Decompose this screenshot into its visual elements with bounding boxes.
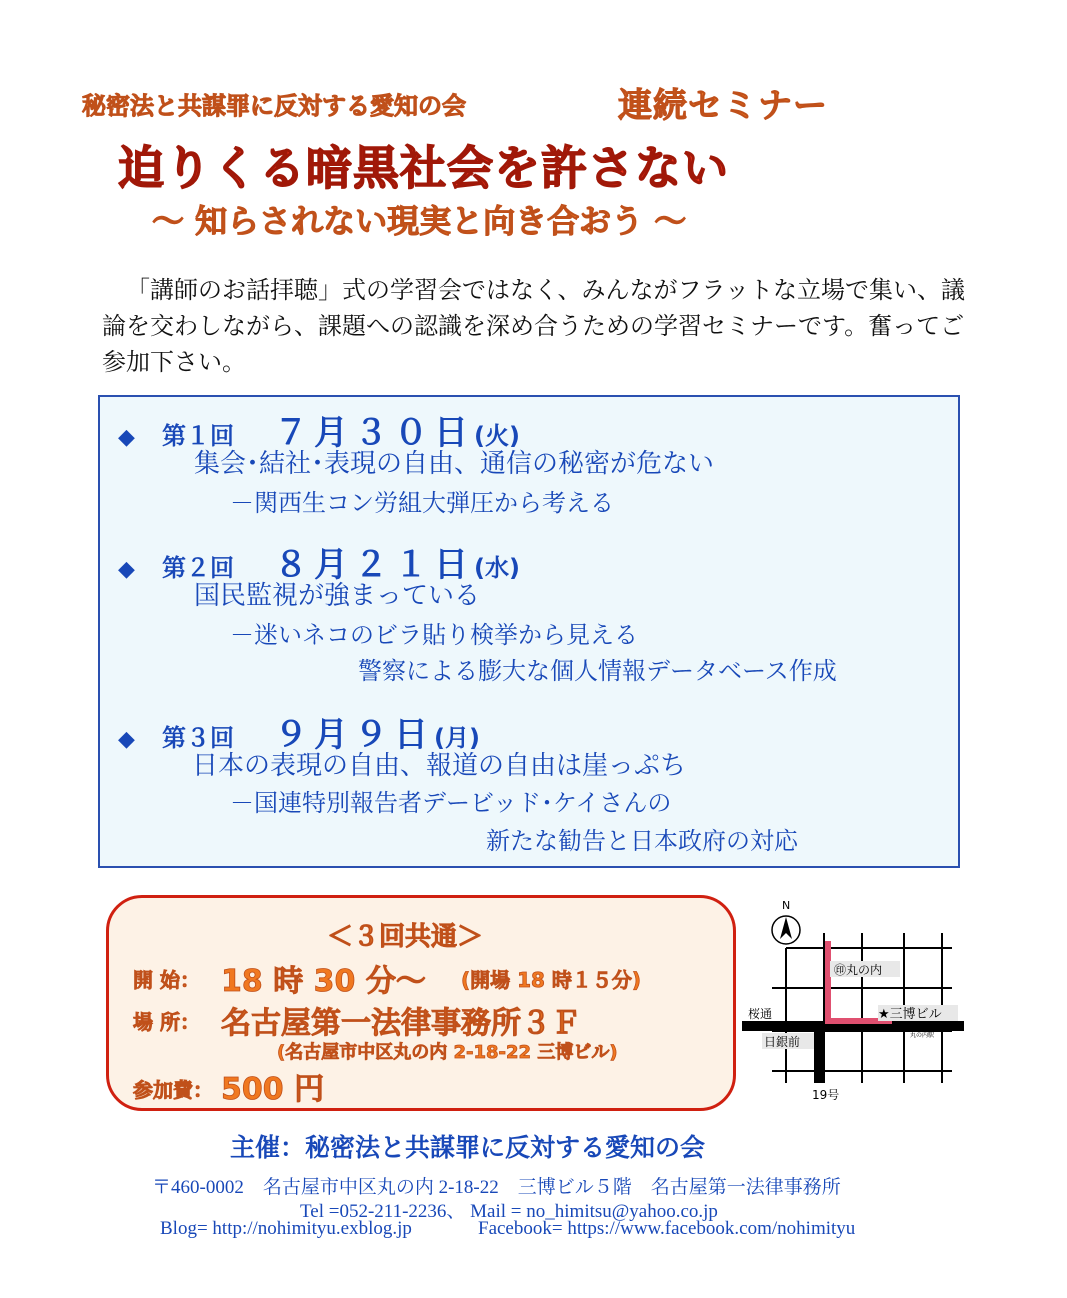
session-2-subtopic-2: 警察による膨大な個人情報データベース作成 <box>358 657 837 685</box>
session-weekday: (火) <box>474 422 520 450</box>
session-3-subtopic-2: 新たな勧告と日本政府の対応 <box>486 827 798 855</box>
facebook-link[interactable]: Facebook= https://www.facebook.com/nohimityu <box>478 1218 856 1239</box>
sakura-dori-label: 桜通 <box>748 1007 773 1021</box>
session-3-subtopic: －国連特別報告者デービッド･ケイさんの <box>230 789 672 817</box>
diamond-icon: ◆ <box>118 557 135 582</box>
place-address: (名古屋市中区丸の内 2-18-22 三博ビル) <box>277 1042 618 1063</box>
session-date: ８月２１日 <box>274 545 474 585</box>
sanpaku-building-label: ★三博ビル <box>878 1007 942 1022</box>
series-heading: 連続セミナー <box>618 86 828 126</box>
route-19-label: 19号 <box>812 1088 840 1102</box>
session-1-subtopic: －関西生コン労組大弾圧から考える <box>230 489 614 517</box>
fee-label: 参加費： <box>133 1078 213 1102</box>
start-label: 開 始： <box>133 968 200 992</box>
organization-heading: 秘密法と共謀罪に反対する愛知の会 <box>82 92 466 120</box>
session-weekday: (月) <box>434 724 480 752</box>
session-2-topic: 国民監視が強まっている <box>194 581 481 611</box>
session-number: 第３回 <box>162 724 234 752</box>
postal-address: 〒460-0002 名古屋市中区丸の内 2-18-22 三博ビル５階 名古屋第一法律事務所 <box>152 1177 841 1198</box>
tel-mail: Tel =052-211-2236、 Mail = no_himitsu@yahoo.co.jp <box>300 1201 718 1222</box>
station-small-label: 丸の内駅 <box>910 1032 935 1039</box>
start-time: 18 時 30 分～ <box>221 964 426 999</box>
session-date: ９月９日 <box>274 715 434 755</box>
session-2-subtopic: －迷いネコのビラ貼り検挙から見える <box>230 621 638 649</box>
session-1-topic: 集会･結社･表現の自由、通信の秘密が危ない <box>194 449 715 479</box>
main-title: 迫りくる暗黒社会を許さない <box>118 141 729 195</box>
session-weekday: (水) <box>474 554 520 582</box>
place-value: 名古屋第一法律事務所３Ｆ <box>221 1006 581 1041</box>
common-heading: ＜３回共通＞ <box>327 922 484 952</box>
diamond-icon: ◆ <box>118 727 135 752</box>
session-3-topic: 日本の表現の自由、報道の自由は崖っぷち <box>192 751 687 781</box>
intro-paragraph: 「講師のお話拝聴」式の学習会ではなく、みんながフラットな立場で集い、議論を交わしながら、課題への認識を深め合うための学習セミナーです。奮ってご参加下さい。 <box>102 276 966 376</box>
session-number: 第２回 <box>162 554 234 582</box>
subtitle: ～ 知らされない現実と向き合おう ～ <box>152 202 687 240</box>
blog-link[interactable]: Blog= http://nohimityu.exblog.jp <box>160 1218 412 1239</box>
nichigin-label: 日銀前 <box>764 1035 801 1049</box>
session-number: 第１回 <box>162 422 234 450</box>
location-map <box>742 893 972 1108</box>
north-label: N <box>782 899 791 912</box>
start-note: (開場 18 時１５分) <box>461 968 642 992</box>
organizer: 主催：秘密法と共謀罪に反対する愛知の会 <box>230 1133 706 1162</box>
marunouchi-station-label: ㊞丸の内 <box>834 963 883 977</box>
fee-value: 500 円 <box>221 1072 325 1107</box>
place-label: 場 所： <box>133 1010 200 1034</box>
diamond-icon: ◆ <box>118 425 135 450</box>
common-info-box <box>106 895 736 1111</box>
route-19-road <box>814 1021 824 1083</box>
sessions-box <box>98 395 960 868</box>
session-date: ７月３０日 <box>274 413 474 453</box>
